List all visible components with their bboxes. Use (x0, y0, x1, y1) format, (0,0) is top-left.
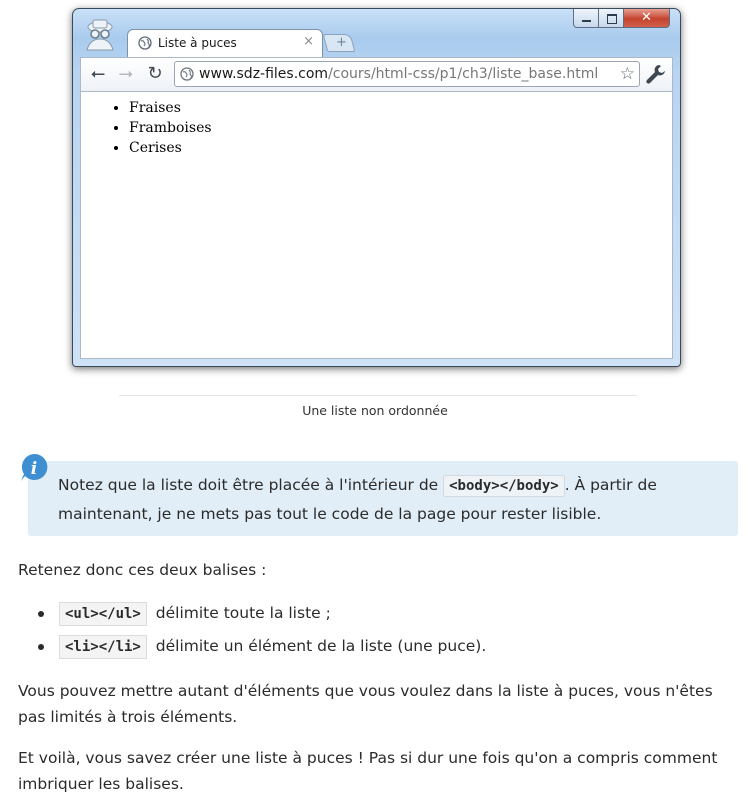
inline-code: <li></li> (59, 635, 147, 659)
intro-paragraph: Retenez donc ces deux balises : (18, 561, 267, 579)
url-path: /cours/html-css/p1/ch3/liste_base.html (328, 66, 599, 82)
svg-text:i: i (30, 459, 38, 479)
paragraph: Et voilà, vous savez créer une liste à puces ! Pas si dur une fois qu'on a compris comment imbriquer les balises. (18, 749, 718, 793)
incognito-icon (82, 17, 118, 51)
info-text (58, 471, 728, 528)
close-icon: ✕ (641, 10, 652, 25)
reload-icon[interactable]: ↻ (147, 63, 163, 84)
url-text (199, 65, 598, 83)
page-viewport (80, 91, 673, 359)
forward-arrow-icon[interactable]: ⭢ (118, 63, 134, 84)
wrench-icon[interactable] (644, 62, 666, 86)
bullet-text: délimite un élément de la liste (une puce). (150, 637, 487, 655)
back-arrow-icon[interactable]: ⭠ (90, 63, 106, 84)
browser-tab[interactable] (127, 29, 323, 58)
figure-divider (119, 395, 637, 396)
info-text-after: . À partir de maintenant, je ne mets pas tout le code de la page pour rester lisible. (58, 476, 657, 523)
minimize-icon (582, 20, 591, 22)
info-icon (19, 453, 49, 483)
window-controls (573, 9, 670, 29)
close-button[interactable] (624, 9, 670, 28)
figure-caption: Une liste non ordonnée (302, 403, 448, 418)
globe-icon (180, 67, 194, 81)
info-text-before: Notez que la liste doit être placée à l'intérieur de (58, 476, 444, 494)
list-item: • Cerises (129, 138, 212, 158)
maximize-icon (607, 14, 617, 24)
maximize-button[interactable] (599, 9, 624, 28)
browser-toolbar (80, 57, 673, 91)
new-tab-plus-icon[interactable]: + (336, 35, 347, 50)
star-icon[interactable]: ☆ (619, 64, 635, 84)
inline-code: <body></body> (443, 475, 565, 497)
tab-title: Liste à puces (158, 36, 237, 50)
list-item: • Framboises (129, 118, 212, 138)
inline-code: <ul></ul> (59, 602, 147, 626)
paragraph: Vous pouvez mettre autant d'éléments que vous voulez dans la liste à puces, vous n'êtes pas limités à trois éléments. (18, 682, 713, 726)
minimize-button[interactable] (573, 9, 599, 28)
list-item: • Fraises (129, 98, 212, 118)
browser-window-screenshot (72, 8, 681, 367)
globe-icon (138, 36, 152, 50)
tab-close-icon[interactable]: × (303, 34, 314, 49)
demo-bullet-list (81, 98, 212, 158)
bullet-text: délimite toute la liste ; (150, 604, 331, 622)
address-bar[interactable] (174, 61, 640, 87)
url-host: www.sdz-files.com (199, 66, 329, 82)
